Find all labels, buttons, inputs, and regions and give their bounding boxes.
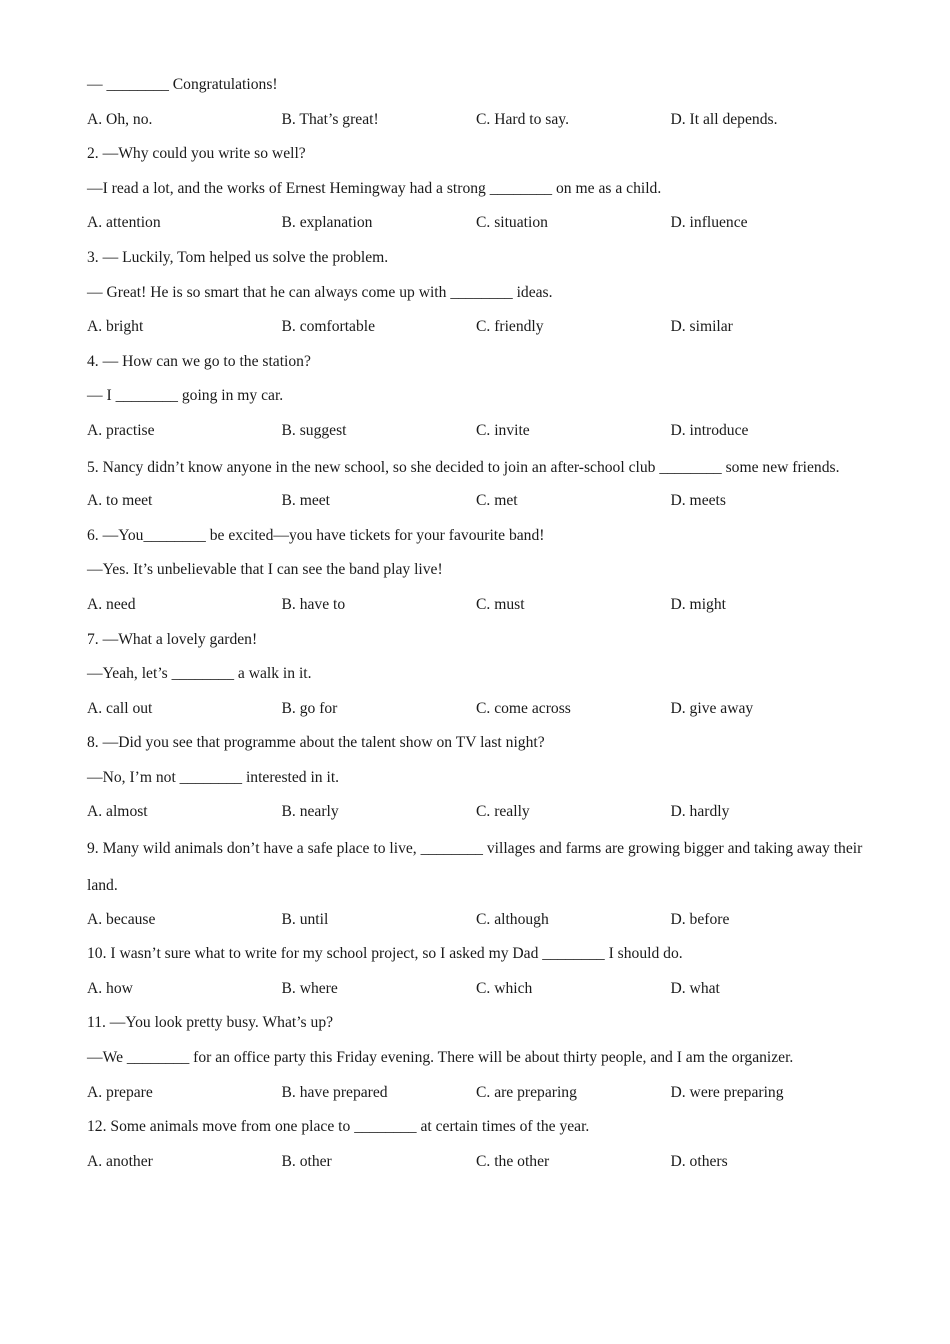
option-c: C. although [476, 910, 549, 928]
question-1-options [87, 103, 867, 138]
option-a: A. because [87, 910, 156, 928]
option-c: C. invite [476, 421, 530, 439]
option-d: D. meets [670, 492, 726, 510]
question-7-answer-line: —Yeah, let’s ________ a walk in it. [87, 665, 312, 683]
question-10-prompt: 10. I wasn’t sure what to write for my school project, so I asked my Dad ________ I should do. [87, 945, 683, 963]
question-4-prompt: 4. — How can we go to the station? [87, 352, 311, 370]
question-2-answer-line: —I read a lot, and the works of Ernest Hemingway had a strong ________ on me as a child. [87, 179, 662, 197]
question-1-answer-line: — ________ Congratulations! [87, 76, 278, 93]
option-d: D. similar [670, 318, 733, 336]
question-10-options [87, 972, 867, 1007]
option-a: A. how [87, 979, 133, 997]
question-3-prompt: 3. — Luckily, Tom helped us solve the problem. [87, 248, 389, 266]
option-c: C. are preparing [476, 1083, 577, 1101]
option-c: C. situation [476, 214, 548, 232]
option-d: D. hardly [670, 803, 730, 821]
option-b: B. suggest [281, 421, 347, 439]
option-b: B. have prepared [281, 1083, 388, 1101]
question-11-answer-line: —We ________ for an office party this Friday evening. There will be about thirty people, and I am the organizer. [87, 1049, 794, 1067]
question-4-answer-line: — I ________ going in my car. [87, 387, 284, 405]
option-c: C. come across [476, 699, 571, 717]
option-a: A. prepare [87, 1083, 153, 1101]
question-11-options [87, 1076, 867, 1111]
question-4-options [87, 414, 867, 449]
question-12-prompt: 12. Some animals move from one place to ________ at certain times of the year. [87, 1118, 590, 1136]
question-3-options [87, 310, 867, 345]
option-c: C. the other [476, 1152, 550, 1170]
option-d: D. introduce [670, 421, 749, 439]
question-8-answer-line: —No, I’m not ________ interested in it. [87, 768, 340, 786]
option-b: B. other [281, 1152, 332, 1170]
option-b: B. go for [281, 699, 338, 717]
question-8-prompt: 8. —Did you see that programme about the talent show on TV last night? [87, 734, 545, 752]
option-a: A. attention [87, 214, 161, 232]
option-c: C. really [476, 803, 530, 821]
question-8-options [87, 795, 867, 830]
option-d: D. might [670, 595, 726, 613]
option-d: D. others [670, 1152, 728, 1170]
option-b: B. until [281, 910, 329, 928]
option-b: B. nearly [281, 803, 339, 821]
option-d: D. were preparing [670, 1083, 784, 1101]
option-c: C. must [476, 595, 525, 613]
option-c: C. met [476, 492, 518, 510]
option-d: D. It all depends. [670, 110, 778, 128]
question-7-options [87, 692, 867, 727]
option-d: D. give away [670, 699, 754, 717]
option-c: C. which [476, 979, 533, 997]
question-9-options [87, 903, 867, 938]
question-7-prompt: 7. —What a lovely garden! [87, 630, 258, 648]
option-a: A. need [87, 595, 136, 613]
option-b: B. comfortable [281, 318, 376, 336]
option-a: A. another [87, 1152, 153, 1170]
question-3-answer-line: — Great! He is so smart that he can always come up with ________ ideas. [87, 283, 553, 301]
option-b: B. explanation [281, 214, 373, 232]
question-11-prompt: 11. —You look pretty busy. What’s up? [87, 1014, 334, 1032]
option-b: B. where [281, 979, 338, 997]
option-a: A. to meet [87, 492, 153, 510]
option-b: B. have to [281, 595, 346, 613]
question-2-options [87, 206, 867, 241]
question-2-prompt: 2. —Why could you write so well? [87, 145, 306, 163]
option-a: A. Oh, no. [87, 110, 153, 128]
question-6-prompt: 6. —You________ be excited—you have tickets for your favourite band! [87, 526, 545, 544]
option-a: A. practise [87, 421, 155, 439]
option-d: D. influence [670, 214, 748, 232]
option-a: A. bright [87, 318, 144, 336]
option-c: C. friendly [476, 318, 544, 336]
option-c: C. Hard to say. [476, 110, 569, 128]
question-5-prompt: 5. Nancy didn’t know anyone in the new school, so she decided to join an after-school club ________ some new friends. [87, 458, 840, 476]
question-6-options [87, 588, 867, 623]
exam-page [87, 68, 867, 1179]
option-b: B. That’s great! [281, 110, 379, 128]
option-d: D. what [670, 979, 720, 997]
question-12-options [87, 1145, 867, 1180]
option-b: B. meet [281, 492, 331, 510]
question-6-answer-line: —Yes. It’s unbelievable that I can see the band play live! [87, 561, 443, 579]
option-a: A. almost [87, 803, 148, 821]
option-a: A. call out [87, 699, 153, 717]
question-5-options [87, 484, 867, 519]
option-d: D. before [670, 910, 730, 928]
question-9-prompt: 9. Many wild animals don’t have a safe place to live, ________ villages and farms are growing bigger and taking away their land. [87, 840, 863, 895]
